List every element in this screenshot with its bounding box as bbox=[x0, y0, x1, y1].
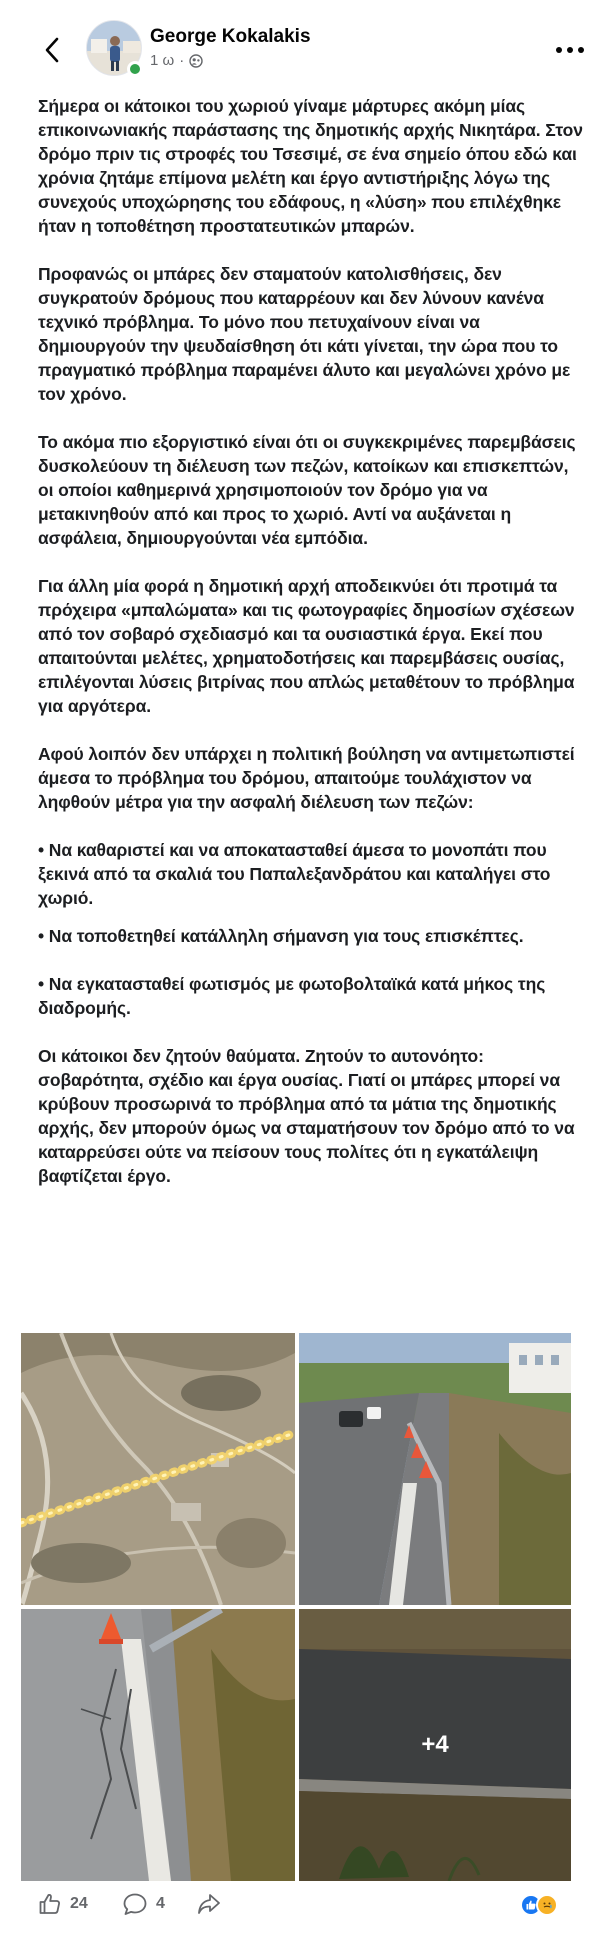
photo-road-edge-more[interactable] bbox=[299, 1609, 571, 1881]
share-arrow-icon bbox=[196, 1892, 222, 1916]
author-avatar[interactable] bbox=[86, 20, 142, 76]
photo-road-barrier[interactable] bbox=[299, 1333, 571, 1605]
comment-count: 4 bbox=[156, 1895, 165, 1912]
post-text bbox=[38, 94, 586, 1188]
reaction-summary[interactable] bbox=[520, 1894, 558, 1916]
author-name[interactable]: George Kokalakis bbox=[150, 26, 311, 47]
more-horizontal-icon bbox=[555, 46, 585, 54]
post-paragraph-4: Για άλλη μία φορά η δημοτική αρχή αποδεικνύει ότι προτιμά τα πρόχειρα «μπαλώματα» και τις φωτογραφίες δημοσίων σχέσεων από τον σοβαρό σχεδιασμό και τα ουσιαστικά έργα. Εκεί που απαιτούνται μελέτες, χρηματοδοτήσεις και παρεμβάσεις ουσίας, επιλέγονται λύσεις βιτρίνας που απλώς μεταθέτουν το πρόβλημα για αργότερα. bbox=[38, 576, 575, 716]
friends-globe-icon bbox=[189, 54, 203, 68]
more-photos-overlay[interactable]: +4 bbox=[299, 1609, 571, 1881]
post-paragraph-1: Σήμερα οι κάτοικοι του χωριού γίναμε μάρτυρες ακόμη μίας επικοινωνιακής παράστασης της δημοτικής αρχής Νικητάρα. Στον δρόμο πριν τις στροφές του Τσεσιμέ, σε ένα σημείο όπου εδώ και χρόνια ζητάμε επίμονα μελέτη και έργο αντιστήριξης λόγω της συνεχούς υποχώρησης του εδάφους, η «λύση» που επιλέχθηκε ήταν η τοποθέτηση προστατευτικών μπαρών. bbox=[38, 96, 583, 236]
post-paragraph-2: Προφανώς οι μπάρες δεν σταματούν κατολισθήσεις, δεν συγκρατούν δρόμους που καταρρέουν και δεν λύνουν κανένα τεχνικό πρόβλημα. Το μόνο που πετυχαίνουν είναι να δημιουργούν την ψευδαίσθηση ότι κάτι γίνεται, την ώρα που το πραγματικό πρόβλημα παραμένει άλυτο και μεγαλώνει χρόνο με τον χρόνο. bbox=[38, 264, 571, 404]
online-status-dot bbox=[127, 61, 143, 77]
post-paragraph-3: Το ακόμα πιο εξοργιστικό είναι ότι οι συγκεκριμένες παρεμβάσεις δυσκολεύουν τη διέλευση των πεζών, κατοίκων και επισκεπτών, οι οποίοι καθημερινά χρησιμοποιούν τον δρόμο για να μετακινηθούν από και προς το χωριό. Αντί να αυξάνεται η ασφάλεια, δημιουργούνται νέα εμπόδια. bbox=[38, 432, 576, 548]
like-button[interactable] bbox=[38, 1892, 88, 1916]
photo-aerial-view[interactable] bbox=[21, 1333, 295, 1605]
photo-cracked-road[interactable] bbox=[21, 1609, 295, 1881]
thumbs-up-icon bbox=[38, 1892, 62, 1916]
post-paragraph-6: Οι κάτοικοι δεν ζητούν θαύματα. Ζητούν το αυτονόητο: σοβαρότητα, σχέδιο και έργα ουσίας. Γιατί οι μπάρες μπορεί να κρύβουν προσωρινά το πρόβλημα από τα μάτια της δημοτικής αρχής, δεν μπορούν όμως να σταματήσουν τον δρόμο από το να καταρρεύσει ούτε να πείσουν τους πολίτες ότι η εγκατάλειψη βαφτίζεται έργο. bbox=[38, 1046, 575, 1186]
post-actions-bar bbox=[0, 1880, 616, 1935]
post-bullet-3: • Να εγκατασταθεί φωτισμός με φωτοβολταϊκά κατά μήκος της διαδρομής. bbox=[38, 974, 546, 1018]
meta-separator: · bbox=[179, 52, 185, 69]
comment-button[interactable] bbox=[122, 1892, 165, 1916]
back-button[interactable] bbox=[34, 30, 70, 70]
post-paragraph-5: Αφού λοιπόν δεν υπάρχει η πολιτική βούληση να αντιμετωπιστεί άμεσα το πρόβλημα του δρόμου, απαιτούμε τουλάχιστον να ληφθούν μέτρα για την ασφαλή διέλευση των πεζών: bbox=[38, 744, 575, 812]
post-meta bbox=[150, 52, 203, 69]
chevron-left-icon bbox=[44, 36, 60, 64]
post-time[interactable]: 1 ω bbox=[150, 52, 175, 69]
haha-reaction-icon bbox=[536, 1894, 558, 1916]
post-header bbox=[0, 0, 616, 96]
comment-bubble-icon bbox=[122, 1892, 148, 1916]
like-count: 24 bbox=[70, 1895, 88, 1912]
more-options-button[interactable] bbox=[550, 36, 590, 64]
post-bullet-2: • Να τοποθετηθεί κατάλληλη σήμανση για τους επισκέπτες. bbox=[38, 926, 524, 946]
share-button[interactable] bbox=[196, 1892, 222, 1916]
post-bullet-1: • Να καθαριστεί και να αποκατασταθεί άμεσα το μονοπάτι που ξεκινά από τα σκαλιά του Παπαλεξανδράτου και καταλήγει στο χωριό. bbox=[38, 840, 551, 908]
